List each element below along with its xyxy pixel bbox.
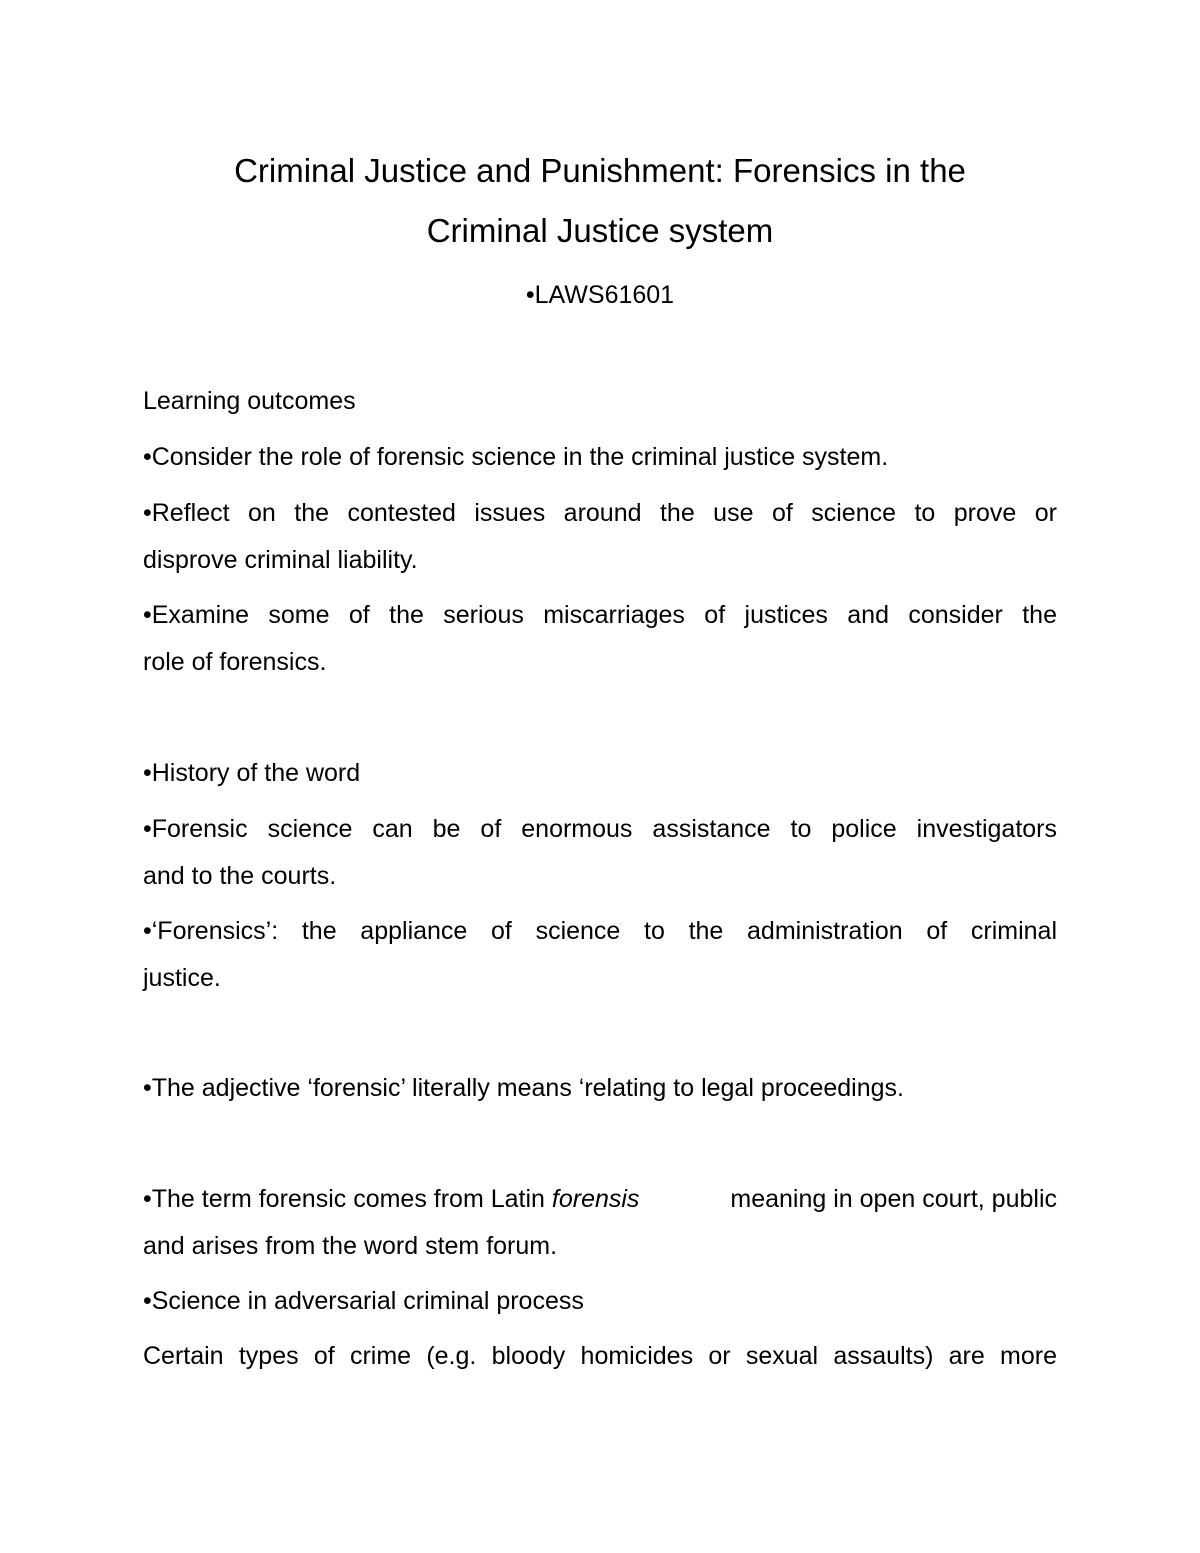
learning-outcome-1: •Consider the role of forensic science in the criminal justice system. [143,443,889,471]
forensics-definition-item [143,908,1057,1002]
forensics-definition-line-1: •‘Forensics’: the appliance of science to the administration of criminal [143,917,1057,945]
term-origin-line-2: and arises from the word stem forum. [143,1232,558,1260]
course-code: •LAWS61601 [525,281,675,309]
certain-types-line-1: Certain types of crime (e.g. bloody homicides or sexual assaults) are more [143,1342,1057,1370]
term-origin-latin-word: forensis [551,1185,640,1213]
adjective-item: •The adjective ‘forensic’ literally means ‘relating to legal proceedings. [143,1074,904,1102]
document-title-line-1: Criminal Justice and Punishment: Forensics in the [234,152,966,189]
learning-outcome-3-line-2: role of forensics. [143,648,327,676]
learning-outcome-2 [143,490,1057,584]
term-origin-suffix: meaning in open court, public [723,1185,1057,1213]
history-of-word-item: •History of the word [143,759,361,787]
certain-types-paragraph [143,1333,1057,1380]
term-origin-first-text [143,1176,639,1223]
learning-outcome-3-line-1: •Examine some of the serious miscarriages of justices and consider the [143,601,1057,629]
term-origin-prefix: •The term forensic comes from Latin [143,1185,552,1213]
learning-outcomes-heading: Learning outcomes [143,387,356,415]
learning-outcome-2-line-1: •Reflect on the contested issues around the use of science to prove or [143,499,1057,527]
forensic-assistance-line-1: •Forensic science can be of enormous assistance to police investigators [143,815,1057,843]
term-origin-item [143,1176,1057,1270]
document-title-line-2: Criminal Justice system [426,212,774,249]
forensic-assistance-line-2: and to the courts. [143,862,337,890]
forensics-definition-line-2: justice. [143,964,221,992]
forensic-assistance-item [143,806,1057,900]
term-origin-line-1 [143,1176,1057,1223]
science-adversarial-item: •Science in adversarial criminal process [143,1287,584,1315]
learning-outcome-2-line-2: disprove criminal liability. [143,546,418,574]
learning-outcome-3 [143,592,1057,686]
